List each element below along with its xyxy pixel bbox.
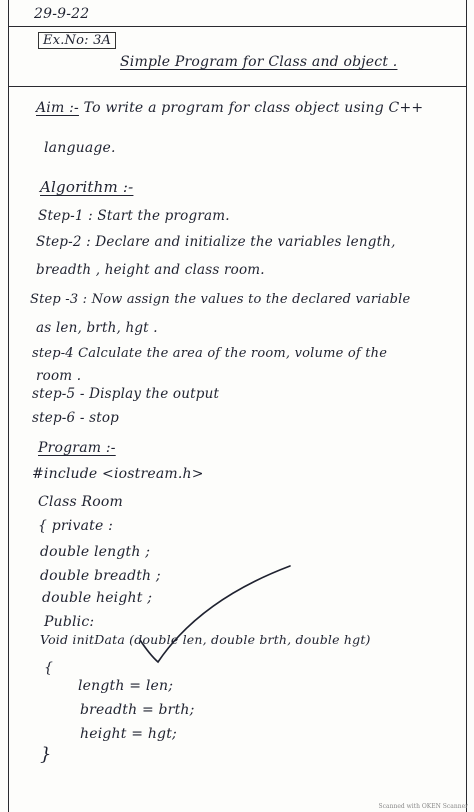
algorithm-heading: Algorithm :- [40,178,134,196]
aim-label: Aim :- [36,100,79,116]
date: 29-9-22 [34,6,90,22]
program-line: } [40,744,52,765]
page-title: Simple Program for Class and object . [120,54,398,70]
algorithm-line: room . [36,368,82,384]
algorithm-line: step-6 - stop [32,410,120,426]
algorithm-line: step-5 - Display the output [32,386,220,402]
algorithm-line: step-4 Calculate the area of the room, volume of the [32,346,388,361]
program-line: double height ; [42,590,153,606]
program-line: Class Room [38,494,124,510]
algorithm-line: Step-1 : Start the program. [38,208,230,224]
algorithm-line: breadth , height and class room. [36,262,265,278]
program-line: breadth = brth; [80,702,195,718]
aim-line-2: language. [44,140,116,156]
algorithm-line: as len, brth, hgt . [36,320,158,336]
program-heading: Program :- [38,440,116,456]
program-line: Void initData (double len, double brth, double hgt) [40,632,371,647]
program-line: #include <iostream.h> [32,466,204,482]
program-line: { [44,660,54,676]
program-line: { private : [38,518,114,534]
aim-text: To write a program for class object using C++ [83,100,424,116]
program-line: Public: [44,614,95,630]
algorithm-line: Step -3 : Now assign the values to the declared variable [30,292,411,307]
algorithm-line: Step-2 : Declare and initialize the variables length, [36,234,396,250]
program-line: double length ; [40,544,151,560]
exercise-number: Ex.No: 3A [38,32,116,49]
program-line: height = hgt; [80,726,177,742]
program-line: double breadth ; [40,568,161,584]
program-line: length = len; [78,678,174,694]
scanner-watermark: Scanned with OKEN Scanner [378,803,468,810]
